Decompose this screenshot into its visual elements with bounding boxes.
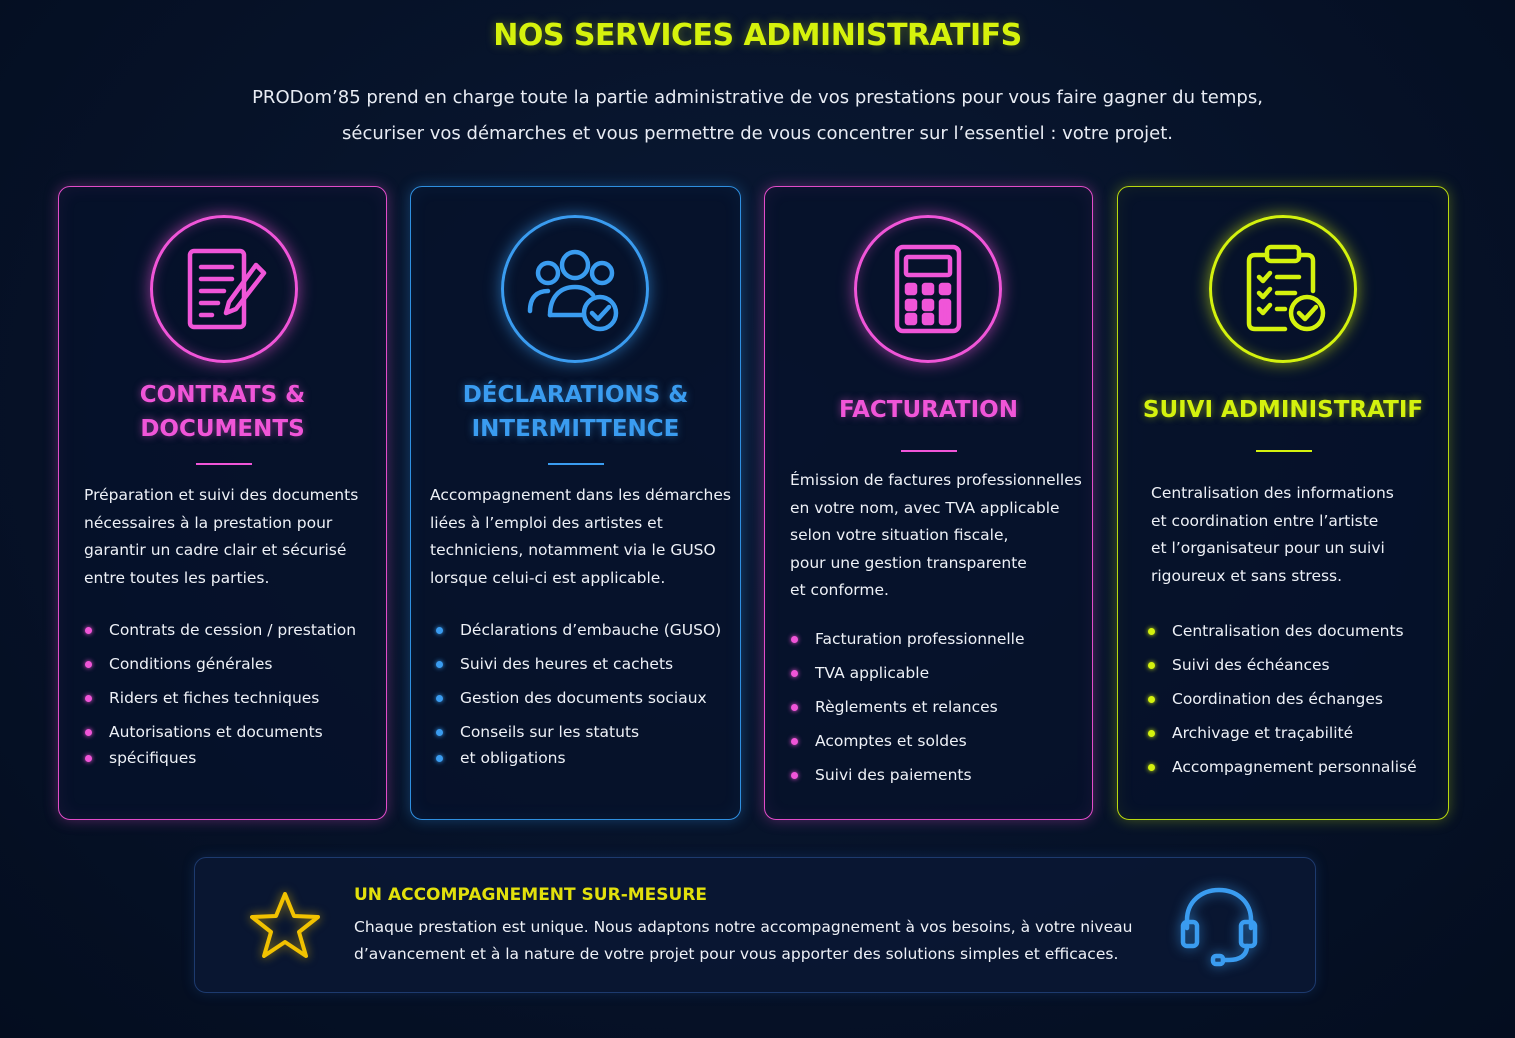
card-description: Émission de factures professionnelles en votre nom, avec TVA applicable selon votre situation fiscale, pour une gestion transparente et conforme. xyxy=(790,471,1082,599)
list-item: Gestion des documents sociaux xyxy=(436,683,736,713)
list-item: Suivi des heures et cachets xyxy=(436,649,736,679)
service-card-suivi xyxy=(1117,186,1449,820)
card-description: Accompagnement dans les démarches liées à l’emploi des artistes et techniciens, notamment via le GUSO lorsque celui-ci est applicable. xyxy=(430,486,731,587)
list-item: Suivi des paiements xyxy=(791,760,1081,790)
feature-list xyxy=(1148,616,1444,786)
card-title: FACTURATION xyxy=(839,397,1018,423)
document-pen-icon xyxy=(150,215,298,363)
list-item: Riders et fiches techniques xyxy=(85,683,380,713)
feature-list xyxy=(436,615,736,777)
team-check-icon xyxy=(501,215,649,363)
list-item: Autorisations et documents xyxy=(85,717,380,747)
service-card-declarations xyxy=(410,186,741,820)
list-item: TVA applicable xyxy=(791,658,1081,688)
star-icon xyxy=(247,890,323,966)
title-divider xyxy=(196,463,252,465)
card-description: Centralisation des informations et coordination entre l’artiste et l’organisateur pour un suivi rigoureux et sans stress. xyxy=(1151,484,1394,585)
card-title: SUIVI ADMINISTRATIF xyxy=(1142,397,1424,423)
list-item: Acomptes et soldes xyxy=(791,726,1081,756)
list-item: Déclarations d’embauche (GUSO) xyxy=(436,615,736,645)
service-card-facturation xyxy=(764,186,1093,820)
custom-support-banner xyxy=(194,857,1316,993)
list-item: Centralisation des documents xyxy=(1148,616,1444,646)
list-item-continuation: spécifiques xyxy=(85,743,380,773)
list-item: Règlements et relances xyxy=(791,692,1081,722)
title-divider xyxy=(548,463,604,465)
list-item: Suivi des échéances xyxy=(1148,650,1444,680)
list-item: Archivage et traçabilité xyxy=(1148,718,1444,748)
list-item: Contrats de cession / prestation xyxy=(85,615,380,645)
feature-list xyxy=(85,615,380,777)
card-description: Préparation et suivi des documents nécessaires à la prestation pour garantir un cadre clair et sécurisé entre toutes les parties. xyxy=(84,486,359,587)
list-item-continuation: et obligations xyxy=(436,743,736,773)
banner-title: UN ACCOMPAGNEMENT SUR-MESURE xyxy=(354,885,708,905)
intro-line: sécuriser vos démarches et vous permettre de vous concentrer sur l’essentiel : votre projet. xyxy=(342,123,1173,144)
card-title: CONTRATS & DOCUMENTS xyxy=(139,382,306,442)
list-item: Coordination des échanges xyxy=(1148,684,1444,714)
headset-icon xyxy=(1177,884,1261,972)
clipboard-check-icon xyxy=(1209,215,1357,363)
list-item: Facturation professionnelle xyxy=(791,624,1081,654)
page-title: NOS SERVICES ADMINISTRATIFS xyxy=(493,18,1022,53)
banner-text: Chaque prestation est unique. Nous adaptons notre accompagnement à vos besoins, à votre niveau d’avancement et à la nature de votre projet pour vous apporter des solutions simples et efficaces. xyxy=(354,918,1133,963)
list-item: Accompagnement personnalisé xyxy=(1148,752,1444,782)
service-card-contrats xyxy=(58,186,387,820)
list-item: Conditions générales xyxy=(85,649,380,679)
calculator-icon xyxy=(854,215,1002,363)
intro-text xyxy=(150,80,1365,152)
title-divider xyxy=(1256,450,1312,452)
title-divider xyxy=(901,450,957,452)
list-item: Conseils sur les statuts xyxy=(436,717,736,747)
feature-list xyxy=(791,624,1081,794)
card-title: DÉCLARATIONS & INTERMITTENCE xyxy=(462,382,689,442)
intro-line: PRODom’85 prend en charge toute la partie administrative de vos prestations pour vous faire gagner du temps, xyxy=(252,87,1263,108)
